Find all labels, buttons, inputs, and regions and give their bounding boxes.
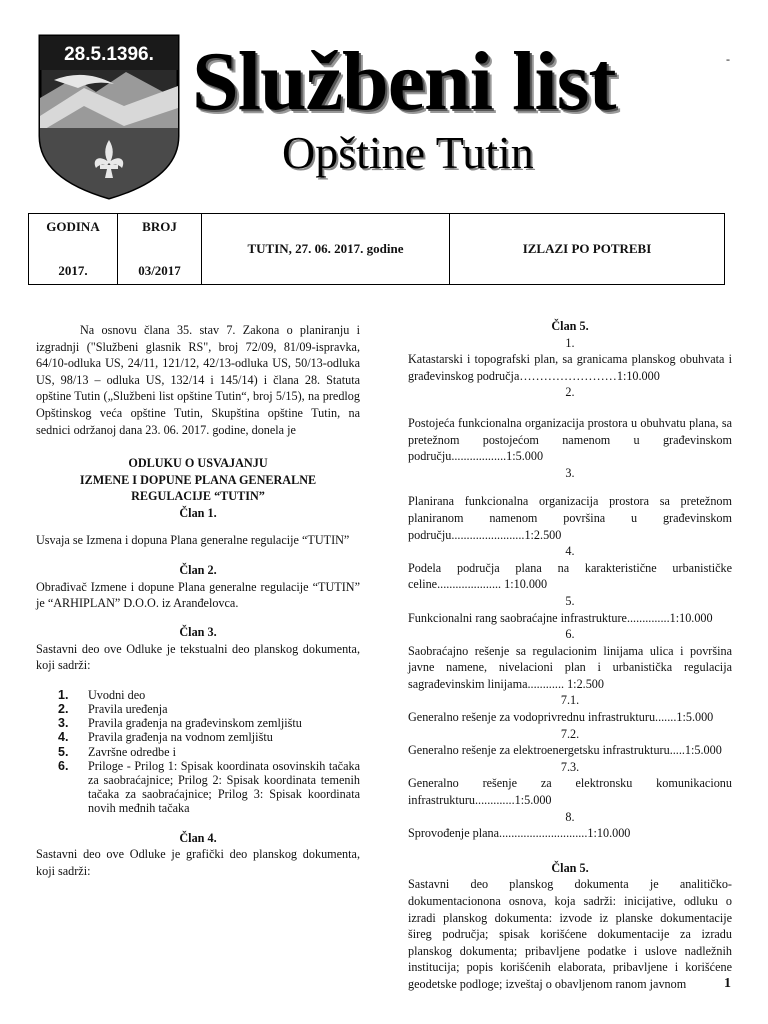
map-item-text: Postojeća funkcionalna organizacija prostora u obuhvatu plana, sa pretežnom postojećom namenom u građevinskom području..................1:5.000 [408,415,732,464]
decision-title-line-1: ODLUKU O USVAJANJU [128,456,268,471]
issue-cell [118,214,202,285]
article-4-text: Sastavni deo ove Odluke je grafički deo planskog dokumenta, koji sadrži: [36,847,360,878]
map-item-number: 4. [565,544,575,559]
preamble-paragraph: Na osnovu člana 35. stav 7. Zakona o planiranju i izgradnji ("Službeni glasnik RS", broj 72/09, 81/09-ispravka, 64/10-odluka US, 24/11, 121/12, 42/13-odluka US, 50/13-odluka US, 98/13 – odluka US, 132/14 i 145/14) i člana 28. Statuta opštine Tutin („Službeni list opštine Tutin“, broj 5/15), na predlog Opštinskog veća opštine Tutin, Skupština opštine Tutin, na sednici održanoj dana 23. 06. 2017. godine, donela je [36,323,360,437]
map-item-text: Podela područja plana na karakteristične urbanističke celine..................... 1:10.000 [408,560,732,592]
map-item-text: Planirana funkcionalna organizacija prostora sa pretežnom planiranom namenom površina u građevinskom području........................1:2.500 [408,494,732,542]
decision-title-line-3: REGULACIJE “TUTIN” [131,489,265,504]
article-2-heading: Član 2. [179,563,217,578]
map-item-number: 7.1. [560,693,580,708]
corner-dash: - [726,52,730,66]
newspaper-subtitle: Opštine Tutin [282,127,534,178]
list-item [36,688,360,702]
map-item-text: Sprovođenje plana.............................1:10.000 [408,826,631,841]
year-label: GODINA [46,219,100,234]
article-1-heading: Član 1. [179,505,217,520]
list-item-number: 1. [58,687,69,702]
map-item-number: 6. [565,627,575,642]
map-item-number: 7.2. [560,726,580,741]
map-item-number: 3. [565,465,575,480]
article-5-heading: Član 5. [551,319,589,333]
map-item-text: Saobraćajno rešenje sa regulacionim linijama ulica i površina javne namene, nivelacioni plan i urbanistička regulacija sagrađevinskim linijama............ 1:2.500 [408,643,732,691]
list-item-text: Pravila građenja na građevinskom zemljištu [88,716,302,731]
frequency-cell: IZLAZI PO POTREBI [450,214,725,285]
left-column [36,322,360,879]
list-item-text: Uvodni deo [88,687,146,702]
article-5b-text: Sastavni deo planskog dokumenta je analitičko-dokumentacionona osnova, koja sadrži: inicijative, odluku o izradi planskog dokumenta: izvode iz planske dokumentacije šireg područja; spisak korišćene dokumentacije za izradu planskog dokumenta; pribavljene podatke i uslove nadležnih institucija; popis korišćenih elaborata, pribavljene i korišćene geodetske podloge; izveštaj o obavljenom ranom javnom [408,877,732,991]
list-item [36,716,360,730]
map-item-text: Generalno rešenje za elektronsku komunikacionu infrastrukturu.............1:5.000 [408,776,732,808]
map-item-text: Generalno rešenje za elektroenergetsku infrastrukturu.....1:5.000 [408,743,722,758]
map-item-text: Funkcionalni rang saobraćajne infrastrukture..............1:10.000 [408,610,713,625]
list-item [36,730,360,744]
list-item-text: Završne odredbe i [88,744,176,759]
map-item-number: 2. [565,385,575,400]
list-item-number: 3. [58,716,69,731]
year-value: 2017. [58,263,88,278]
article-1-text: Usvaja se Izmena i dopuna Plana generalne regulacije “TUTIN” [36,532,350,547]
map-item-number: 1. [565,335,575,350]
article-2-text: Obrađivač Izmene i dopune Plana generalne regulacije “TUTIN” je “ARHIPLAN” D.O.O. iz Aranđelovca. [36,579,360,611]
page-number: 1 [724,976,731,991]
map-item-number: 5. [565,593,575,608]
map-item-text: Katastarski i topografski plan, sa granicama planskog obuhvata i građevinskog područja……………………1:10.000 [408,352,732,383]
article-3-heading: Član 3. [179,624,217,639]
list-item-number: 4. [58,730,69,745]
newspaper-title: Službeni list [192,35,616,128]
map-item-number: 7.3. [560,759,580,774]
map-item-number: 8. [565,809,575,824]
list-item-number: 5. [58,744,69,759]
list-item-text: Pravila uređenja [88,701,168,716]
list-item-number: 2. [58,701,69,716]
article-3-text: Sastavni deo ove Odluke je tekstualni deo planskog dokumenta, koji sadrži: [36,641,360,673]
list-item [36,702,360,716]
year-cell [29,214,118,285]
place-date-cell: TUTIN, 27. 06. 2017. godine [202,214,450,285]
issue-value: 03/2017 [138,263,181,278]
map-item-text: Generalno rešenje za vodoprivrednu infrastrukturu.......1:5.000 [408,710,714,725]
list-item-text: Pravila građenja na vodnom zemljištu [88,730,273,745]
list-item [36,759,360,816]
decision-title-line-2: IZMENE I DOPUNE PLANA GENERALNE [79,472,317,487]
list-item-text: Priloge - Prilog 1: Spisak koordinata osovinskih tačaka za saobraćajnice; Prilog 2: Spisak koordinata temenih tačaka za saobraćajnice; Prilog 3: Spisak koordinata novih međnih tačaka [88,758,360,816]
article-5b-heading: Član 5. [551,860,589,875]
issue-label: BROJ [142,219,177,234]
article-4-heading: Član 4. [179,830,217,845]
article-3-list [36,688,360,816]
issue-info-table [28,213,725,285]
list-item-number: 6. [58,758,69,773]
crest-date-text: 28.5.1396. [64,44,154,65]
right-column [408,318,732,993]
municipal-coat-of-arms [34,28,184,200]
list-item [36,745,360,759]
